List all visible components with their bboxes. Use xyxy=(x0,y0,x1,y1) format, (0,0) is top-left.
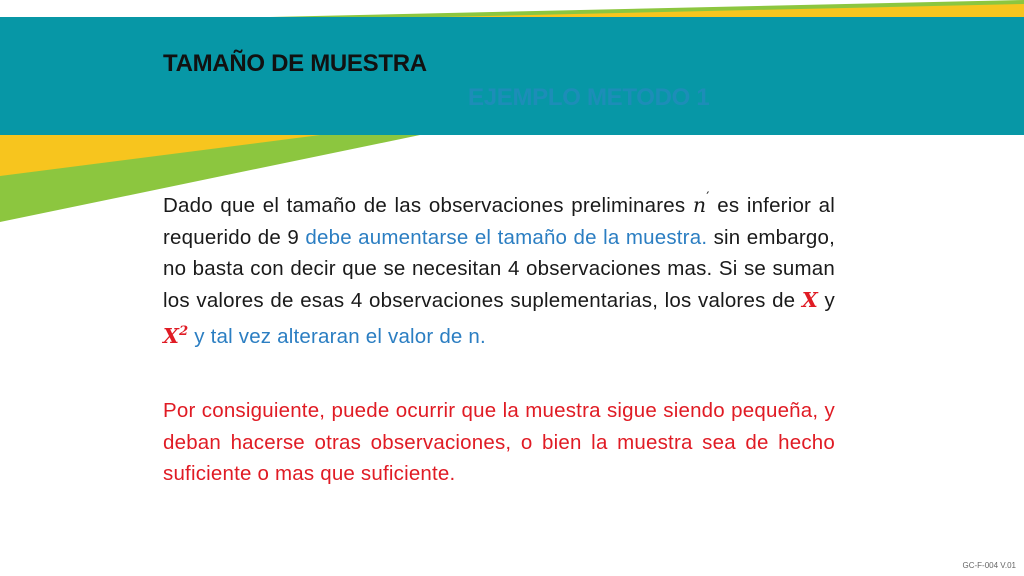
slide-title: TAMAÑO DE MUESTRA xyxy=(163,50,427,77)
n-symbol: n xyxy=(692,193,707,217)
paragraph-main xyxy=(163,183,835,353)
paragraph-text: y xyxy=(817,288,835,312)
x-symbol: X xyxy=(801,287,818,312)
exponent: 2 xyxy=(179,324,189,339)
x-squared-symbol xyxy=(163,324,188,348)
prime-mark: ′ xyxy=(706,190,710,206)
slide-subtitle: EJEMPLO METODO 1 xyxy=(468,84,710,111)
paragraph-text: sin embargo, no basta con decir que se necesitan 4 observaciones mas. Si se suman los valores de esas 4 observaciones suplementarias, los valores de xyxy=(163,225,836,312)
n-prime-symbol xyxy=(692,190,710,217)
highlight-blue-text: debe aumentarse el tamaño de la muestra. xyxy=(305,225,708,249)
paragraph-text: es inferior al requerido de 9 xyxy=(163,194,835,249)
paragraph-conclusion: Por consiguiente, puede ocurrir que la muestra sigue siendo pequeña, y deban hacerse otras observaciones, o bien la muestra sea de hecho suficiente o mas que suficiente. xyxy=(163,399,835,485)
x-base: X xyxy=(163,324,180,348)
highlight-blue-text: y tal vez alteraran el valor de n. xyxy=(188,325,486,348)
footer-code: GC-F-004 V.01 xyxy=(962,561,1016,570)
paragraph-text: Dado que el tamaño de las observaciones preliminares xyxy=(163,194,693,217)
